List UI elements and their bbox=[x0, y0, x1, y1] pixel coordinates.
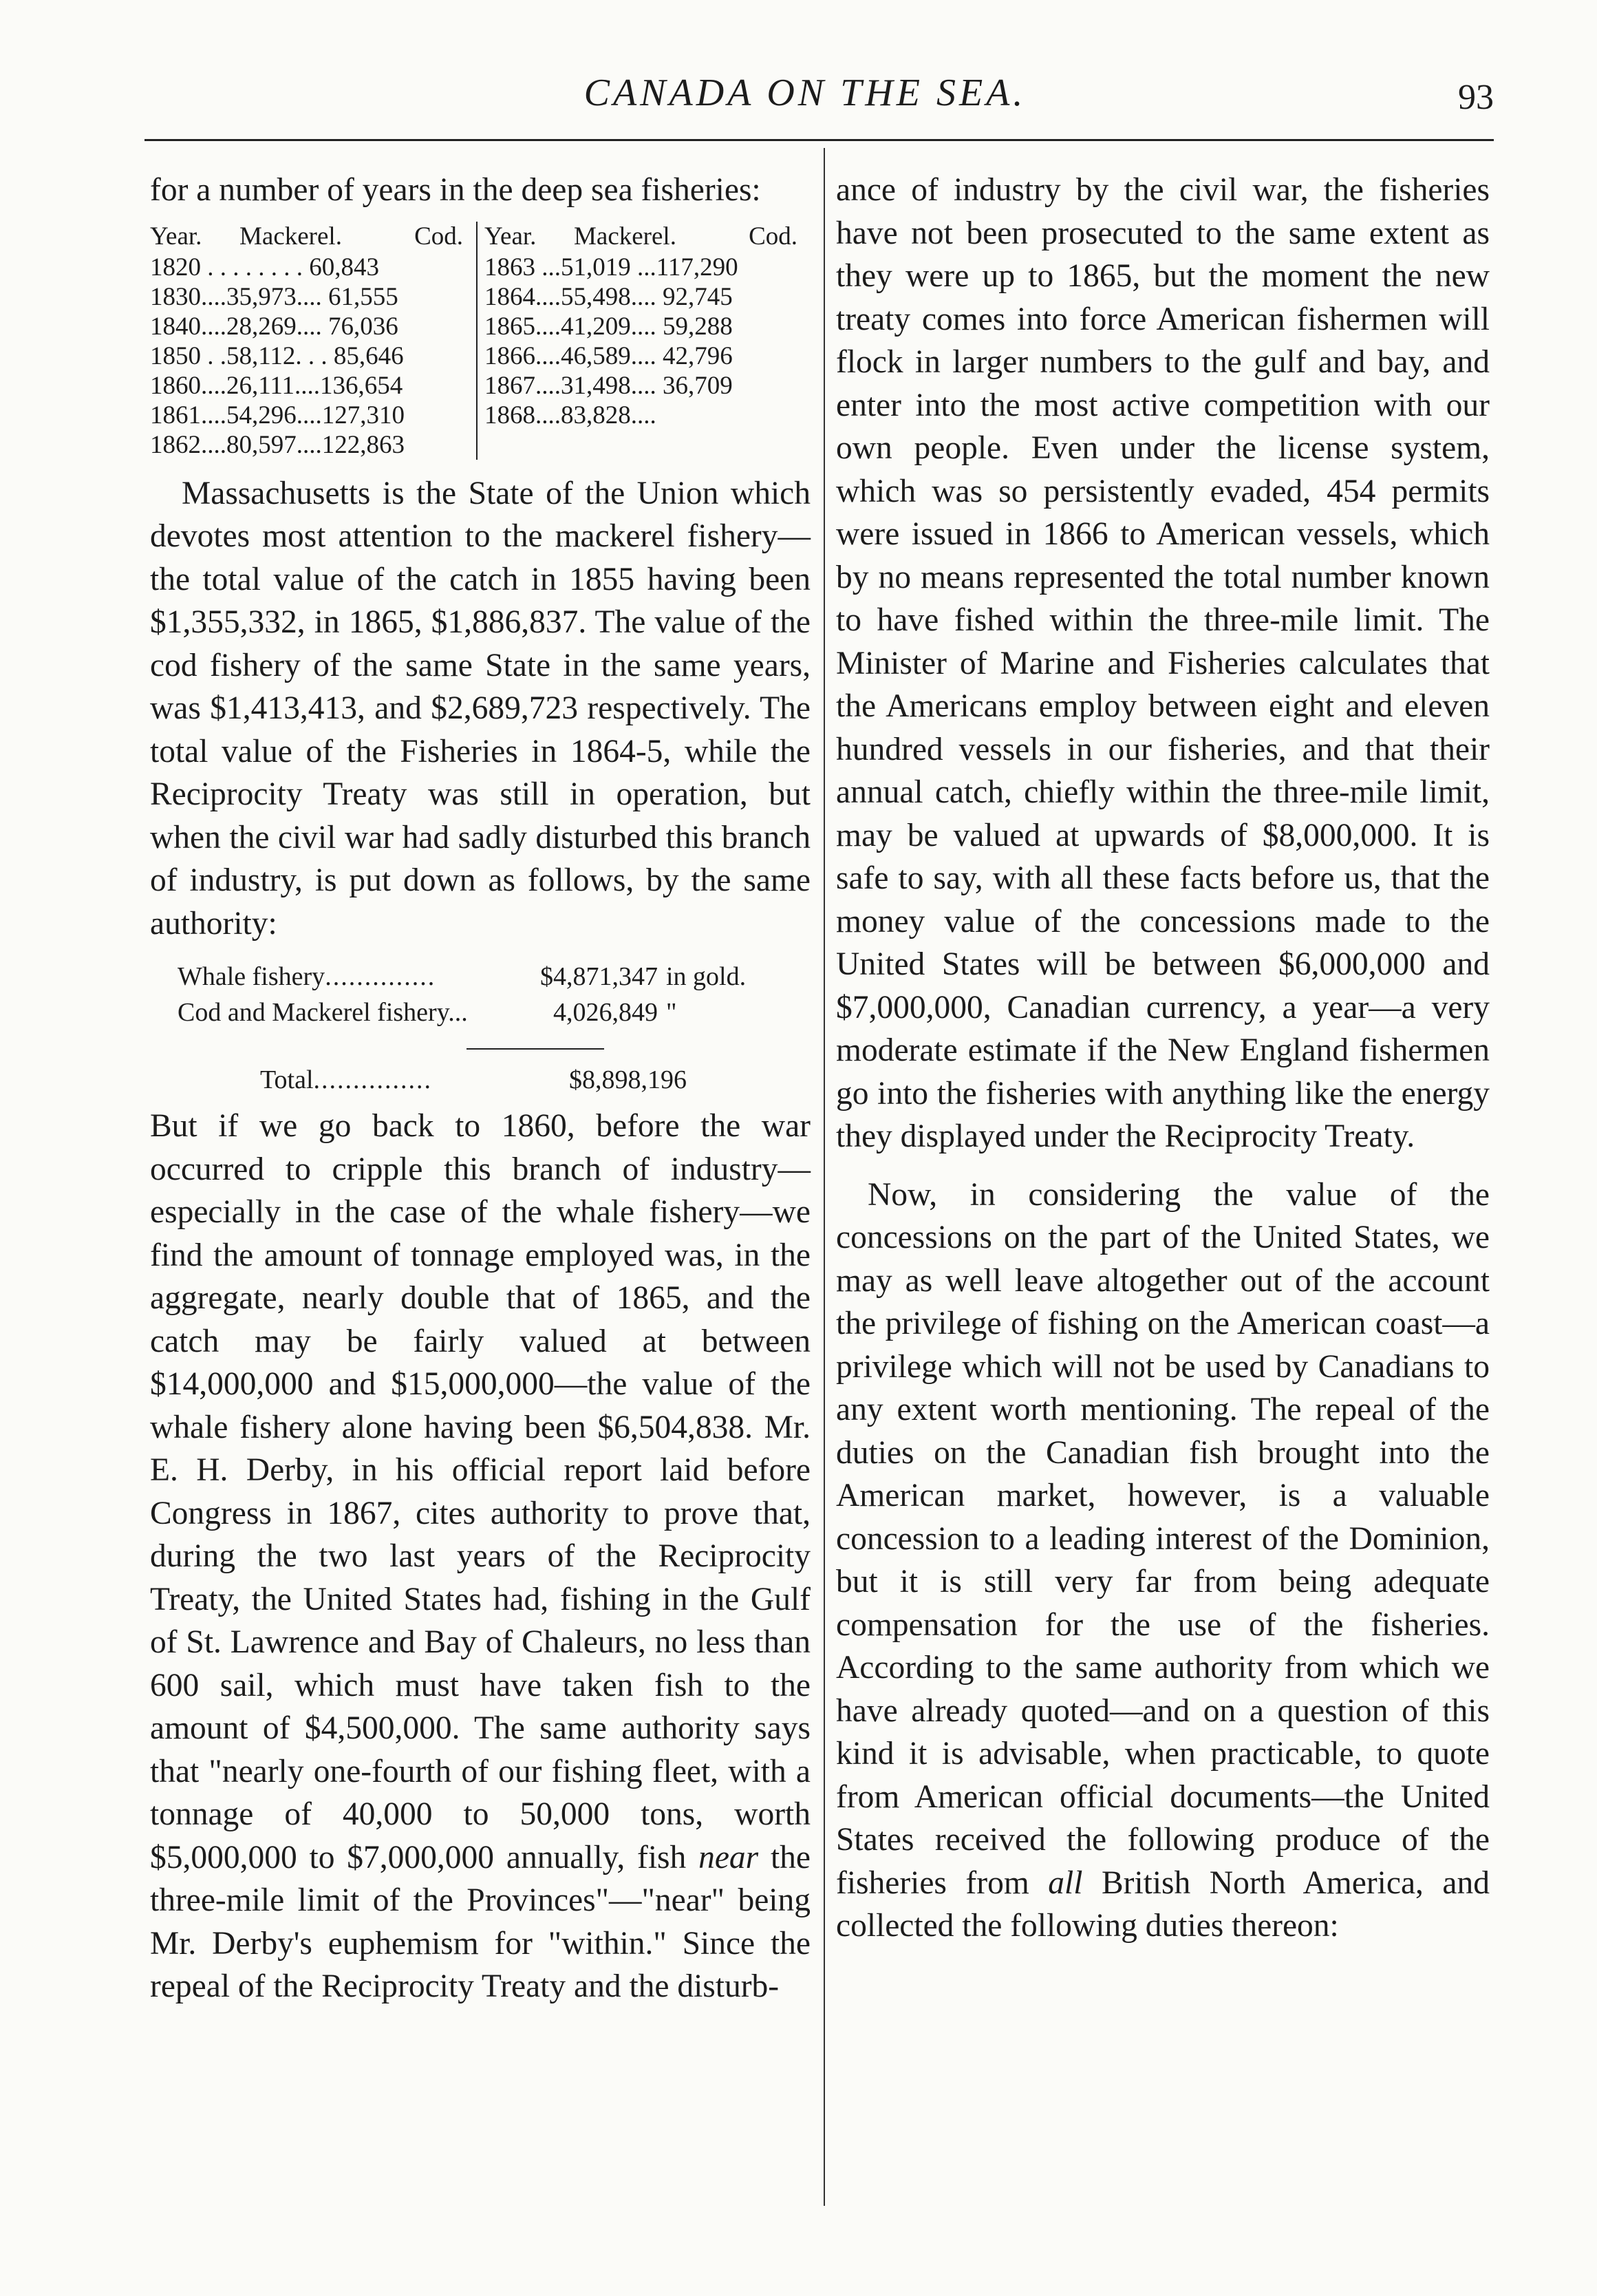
table-row: 1868....83,828.... bbox=[484, 401, 656, 429]
table-row: 1830....35,973.... 61,555 bbox=[150, 282, 398, 311]
text-run: the three-mile limit of the Provinces"—"near" being Mr. Derby's euphemism for "within." Since the repeal of the Reciprocity Treaty and the disturb- bbox=[150, 1839, 811, 2004]
fisheries-value-table bbox=[178, 959, 769, 1098]
running-title: CANADA ON THE SEA. bbox=[583, 72, 1027, 114]
text-run: But if we go back to 1860, before the war occurred to cripple this branch of industry—especially in the case of the whale fishery—we find the amount of tonnage employed was, in the aggregate, nearly double that of 1865, and the catch may be fairly valued at between $14,000,000 and $15,000,000—the value of the whale fishery alone having been $6,504,838. Mr. E. H. Derby, in his official report laid before Congress in 1867, cites authority to prove that, during the two last years of the Reciprocity Treaty, the United States had, fishing in the Gulf of St. Lawrence and Bay of Chaleurs, no less than 600 sail, which must have taken fish to the amount of $4,500,000. The same authority says that "nearly one-fourth of our fishing fleet, with a tonnage of 40,000 to 50,000 tons, worth $5,000,000 to $7,000,000 annually, fish bbox=[150, 1108, 811, 1875]
row-label: Whale fishery bbox=[178, 962, 325, 991]
table-row: 1850 . .58,112. . . 85,646 bbox=[150, 341, 404, 370]
row-note: " bbox=[666, 998, 677, 1027]
italic-word: near bbox=[698, 1839, 759, 1875]
table-row: 1866....46,589.... 42,796 bbox=[484, 341, 733, 370]
table-row: 1862....80,597....122,863 bbox=[150, 430, 405, 459]
row-amount: $4,871,347 bbox=[540, 962, 658, 991]
intro-line: for a number of years in the deep sea fisheries: bbox=[150, 172, 761, 208]
leader-dots: ............... bbox=[313, 1065, 433, 1094]
italic-word: all bbox=[1048, 1864, 1083, 1901]
total-rule bbox=[467, 1048, 604, 1050]
row-amount: 4,026,849 bbox=[553, 998, 658, 1027]
row-label: Total bbox=[260, 1065, 314, 1094]
paragraph-continuation: ance of industry by the civil war, the fisheries have not been prosecuted to the same extent as they were up to 1865, but the moment the new treaty comes into force American fishermen will flock in larger numbers to the gulf and bay, and enter into the most active competition with our own people. Even under the license system, which was so persistently evaded, 454 permits were issued in 1866 to American vessels, which by no means represented the total number known to have fished within the three-mile limit. The Minister of Marine and Fisheries calculates that the Americans employ between eight and eleven hundred vessels in our fisheries, and that their annual catch, chiefly within the three-mile limit, may be valued at upwards of $8,000,000. It is safe to say, with all these facts before us, that the money value of the concessions made to the United States will be between $6,000,000 and $7,000,000, Canadian currency, a year—a very moderate estimate if the New England fishermen go into the fisheries with anything like the energy they displayed under the Reciprocity Treaty. bbox=[836, 172, 1490, 1154]
row-amount: $8,898,196 bbox=[569, 1065, 687, 1094]
mackerel-cod-table bbox=[150, 222, 811, 460]
table-row: 1860....26,111....136,654 bbox=[150, 371, 403, 400]
col-cod: Cod. bbox=[414, 222, 463, 251]
stats-header bbox=[484, 222, 811, 251]
column-divider bbox=[824, 148, 825, 2206]
text-run: British North America, and collected the following duties thereon: bbox=[836, 1864, 1490, 1944]
paragraph-concessions bbox=[836, 1173, 1490, 1948]
table-row: 1840....28,269.... 76,036 bbox=[150, 312, 398, 341]
stats-block-left bbox=[150, 222, 476, 460]
col-year: Year. bbox=[150, 222, 202, 251]
paragraph-massachusetts: Massachusetts is the State of the Union which devotes most attention to the mackerel fishery—the total value of the catch in 1855 having been $1,355,332, in 1865, $1,886,837. The value of the cod fishery of the same State in the same years, was $1,413,413, and $2,689,723 respectively. The total value of the Fisheries in 1864-5, while the Reciprocity Treaty was still in operation, but when the civil war had sadly disturbed this branch of industry, is put down as follows, by the same authority: bbox=[150, 475, 811, 942]
table-row: 1867....31,498.... 36,709 bbox=[484, 371, 733, 400]
col-mackerel: Mackerel. bbox=[574, 222, 676, 251]
row-label: Cod and Mackerel fishery... bbox=[178, 998, 468, 1027]
leader-dots: .............. bbox=[325, 962, 436, 991]
value-row-cod-mackerel bbox=[178, 995, 769, 1030]
header-rule bbox=[144, 139, 1494, 141]
value-row-total bbox=[260, 1062, 687, 1098]
text-run: Now, in considering the value of the concessions on the part of the United States, we may as well leave altogether out of the account the privilege of fishing on the American coast—a privilege which will not be used by Canadians to any extent worth mentioning. The repeal of the duties on the Canadian fish brought into the American market, however, is a valuable concession to a leading interest of the Dominion, but it is still very far from being adequate compensation for the use of the fisheries. According to the same authority from which we have already quoted—and on a question of this kind it is advisable, when practicable, to quote from American official documents—the United States received the following produce of the fisheries from bbox=[836, 1176, 1490, 1901]
table-row: 1863 ...51,019 ...117,290 bbox=[484, 253, 738, 281]
stats-header bbox=[150, 222, 476, 251]
paragraph-1860 bbox=[150, 1105, 811, 2008]
stats-block-right bbox=[476, 222, 811, 460]
table-row: 1865....41,209.... 59,288 bbox=[484, 312, 733, 341]
col-year: Year. bbox=[484, 222, 537, 251]
page-number: 93 bbox=[1458, 78, 1494, 117]
left-column bbox=[150, 169, 811, 2008]
table-row: 1820 . . . . . . . . 60,843 bbox=[150, 253, 379, 281]
row-note: in gold. bbox=[666, 962, 747, 991]
table-row: 1864....55,498.... 92,745 bbox=[484, 282, 733, 311]
table-row: 1861....54,296....127,310 bbox=[150, 401, 405, 429]
value-row-whale bbox=[178, 959, 769, 995]
right-column bbox=[836, 169, 1490, 1948]
col-cod: Cod. bbox=[749, 222, 797, 251]
col-mackerel: Mackerel. bbox=[239, 222, 342, 251]
